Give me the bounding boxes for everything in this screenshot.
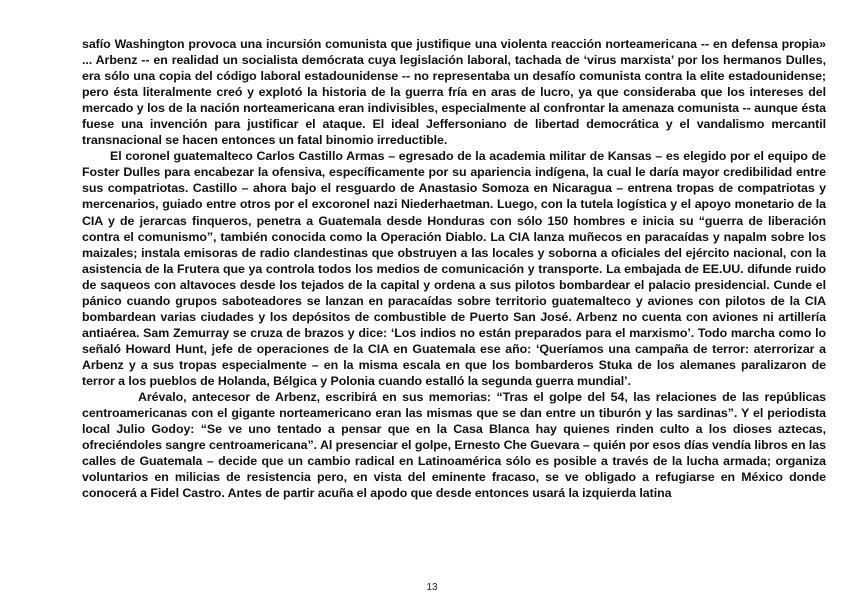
paragraph: Arévalo, antecesor de Arbenz, escribirá en sus memorias: “Tras el golpe del 54, las relaciones de las repúblicas centroamericanas con el gigante norteamericano eran las mismas que se dan entre un tiburón y las sardinas”. Y el periodista local Julio Godoy: “Se ve uno tentado a pensar que en la Casa Blanca hay quienes rinden culto a los dioses aztecas, ofreciéndoles sangre centroamericana”. Al presenciar el golpe, Ernesto Che Guevara – quién por esos días vendía libros en las calles de Guatemala – decide que un cambio radical en Latinoamérica sólo es posible a través de la lucha armada; organiza voluntarios en milicias de resistencia pero, en vista del eminente fracaso, se ve obligado a refugiarse en México donde conocerá a Fidel Castro. Antes de partir acuña el apodo que desde entonces usará la izquierda latina: [82, 390, 826, 501]
page-number: 13: [426, 582, 438, 593]
paragraph: safío Washington provoca una incursión comunista que justifique una violenta reacción norteamericana -- en defensa propia» ... Arbenz -- en realidad un socialista demócrata cuya legislación laboral, tachada de ‘virus marxista’ por los hermanos Dulles, era sólo una copia del código laboral estadounidense -- no representaba un desafío comunista contra la elite estadounidense; pero ésta literalmente creó y explotó la historia de la guerra fría en aras de lucro, ya que consideraba que los intereses del mercado y los de la nación norteamericana eran indivisibles, especialmente al confrontar la amenaza comunista -- aunque ésta fuese una invención para justificar el ataque. El ideal Jeffersoniano de libertad democrática y el vandalismo mercantil transnacional se hacen entonces un fatal binomio irreductible.: [82, 37, 826, 148]
paragraph: El coronel guatemalteco Carlos Castillo Armas – egresado de la academia militar de Kansas – es elegido por el equipo de Foster Dulles para encabezar la ofensiva, específicamente por su apariencia indígena, la cual le daría mayor credibilidad entre sus compatriotas. Castillo – ahora bajo el resguardo de Anastasio Somoza en Nicaragua – entrena tropas de compatriotas y mercenarios, guiado entre otros por el excoronel nazi Niederhaetman. Luego, con la tutela logística y el apoyo monetario de la CIA y de jerarcas finqueros, penetra a Guatemala desde Honduras con sólo 150 hombres e inicia su “guerra de liberación contra el comunismo”, también conocida como la Operación Diablo. La CIA lanza muñecos en paracaídas y napalm sobre los maizales; instala emisoras de radio clandestinas que obstruyen a las locales y soborna a oficiales del ejército nacional, con la asistencia de la Frutera que ya controla todos los medios de comunicación y transporte. La embajada de EE.UU. difunde ruido de saqueos con altavoces desde los tejados de la capital y ordena a sus pilotos bombardear el palacio presidencial. Cunde el pánico cuando grupos saboteadores se lanzan en paracaídas sobre territorio guatemalteco y aviones con pilotos de la CIA bombardean varias ciudades y los depósitos de combustible de Puerto San José. Arbenz no cuenta con aviones ni artillería antiaérea. Sam Zemurray se cruza de brazos y dice: ‘Los indios no están preparados para el marxismo’. Todo marcha como lo señaló Howard Hunt, jefe de operaciones de la CIA en Guatemala ese año: ‘Queríamos una campaña de terror: aterrorizar a Arbenz y a sus tropas especialmente – en la misma escala en que los bombarderos Stuka de los alemanes paralizaron de terror a los pueblos de Holanda, Bélgica y Polonia cuando estalló la segunda guerra mundial’.: [82, 149, 826, 388]
document-body: [82, 36, 826, 501]
